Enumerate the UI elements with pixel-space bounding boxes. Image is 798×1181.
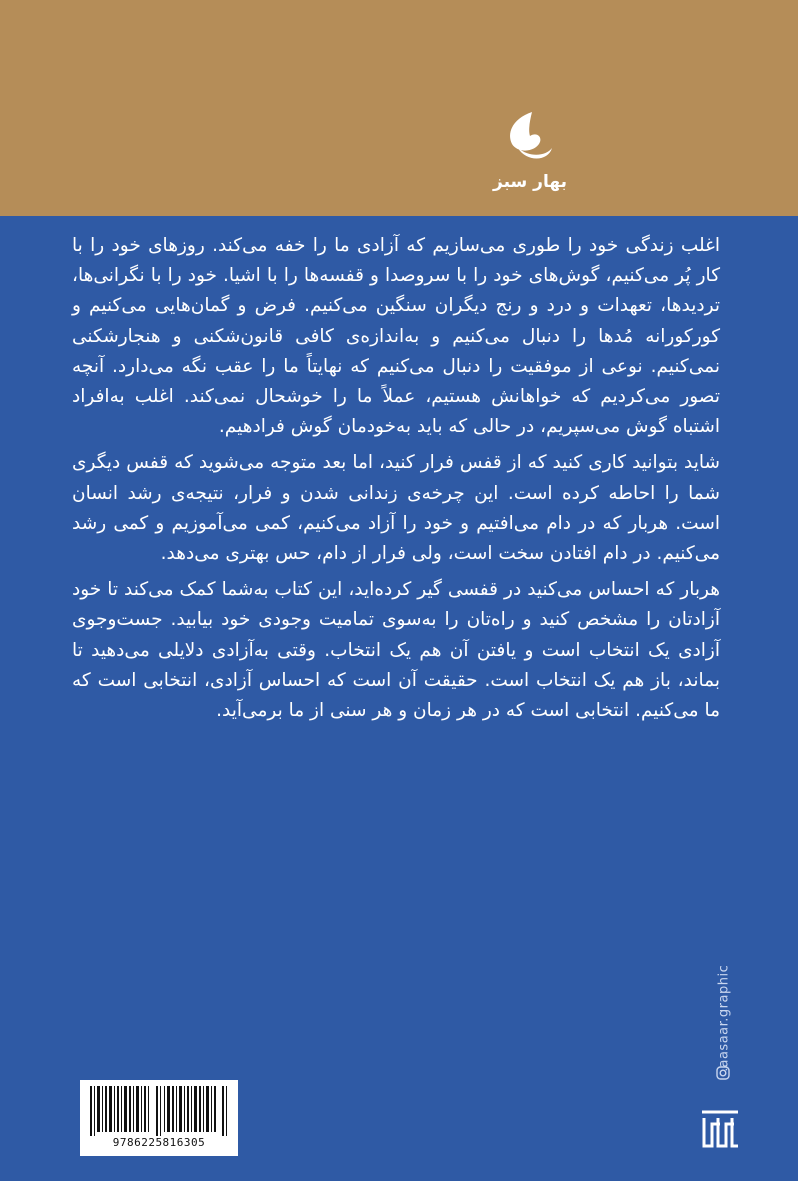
barcode-bars — [88, 1086, 230, 1136]
social-handle — [704, 930, 744, 1080]
barcode — [80, 1080, 238, 1156]
social-handle-text: aasaar.graphic — [716, 964, 732, 1068]
logo-text: بهار سبز — [493, 172, 567, 192]
publisher-logo-icon — [698, 1104, 742, 1150]
paragraph-1: اغلب زندگی خود را طوری می‌سازیم که آزادی ما را خفه می‌کند. روزهای خود را با کار پُر می‌کنیم، گوش‌های خود را با سروصدا و قفسه‌ها را با اشیا. خود را با نگرانی‌ها، تردیدها، تعهدات و درد و رنج دیگران سنگین می‌کنیم. فرض و گمان‌هایی می‌کنیم و کورکورانه مُدها را دنبال می‌کنیم و به‌اندازه‌ی کافی قانون‌شکنی و هنجارشکنی نمی‌کنیم. نوعی از موفقیت را دنبال می‌کنیم که نهایتاً ما را عقب نگه می‌دارد. آنچه تصور می‌کردیم که خواهانش هستیم، عملاً ما را خوشحال نمی‌کند. اغلب به‌افراد اشتباه گوش می‌سپریم، در حالی که باید به‌خودمان گوش فرادهیم. — [72, 235, 720, 438]
back-cover-text — [72, 231, 720, 726]
instagram-icon — [716, 1066, 730, 1080]
isbn-number: 9786225816305 — [112, 1136, 206, 1149]
top-color-band — [0, 0, 798, 216]
leaf-icon — [492, 108, 568, 172]
paragraph-2: شاید بتوانید کاری کنید که از قفس فرار کنید، اما بعد متوجه می‌شوید که قفس دیگری شما را احاطه کرده است. این چرخه‌ی زندانی شدن و فرار، نتیجه‌ی رشد انسان است. هربار که در دام می‌افتیم و خود را آزاد می‌کنیم، کمی می‌آموزیم و کمی رشد می‌کنیم. در دام افتادن سخت است، ولی فرار از دام، حس بهتری می‌دهد. — [72, 452, 720, 565]
publisher-logo — [492, 108, 568, 204]
paragraph-3: هربار که احساس می‌کنید در قفسی گیر کرده‌اید، این کتاب به‌شما کمک می‌کند تا خود آزادتان را مشخص کنید و راه‌تان را به‌سوی تمامیت وجودی خود بیابید. جست‌وجوی آزادی یک انتخاب است و یافتن آن هم یک انتخاب. وقتی به‌آزادی دلایلی می‌دهید تا بماند، باز هم یک انتخاب است. حقیقت آن است که احساس آزادی، انتخابی است که ما می‌کنیم. انتخابی است که در هر زمان و هر سنی از ما برمی‌آید. — [72, 579, 720, 722]
